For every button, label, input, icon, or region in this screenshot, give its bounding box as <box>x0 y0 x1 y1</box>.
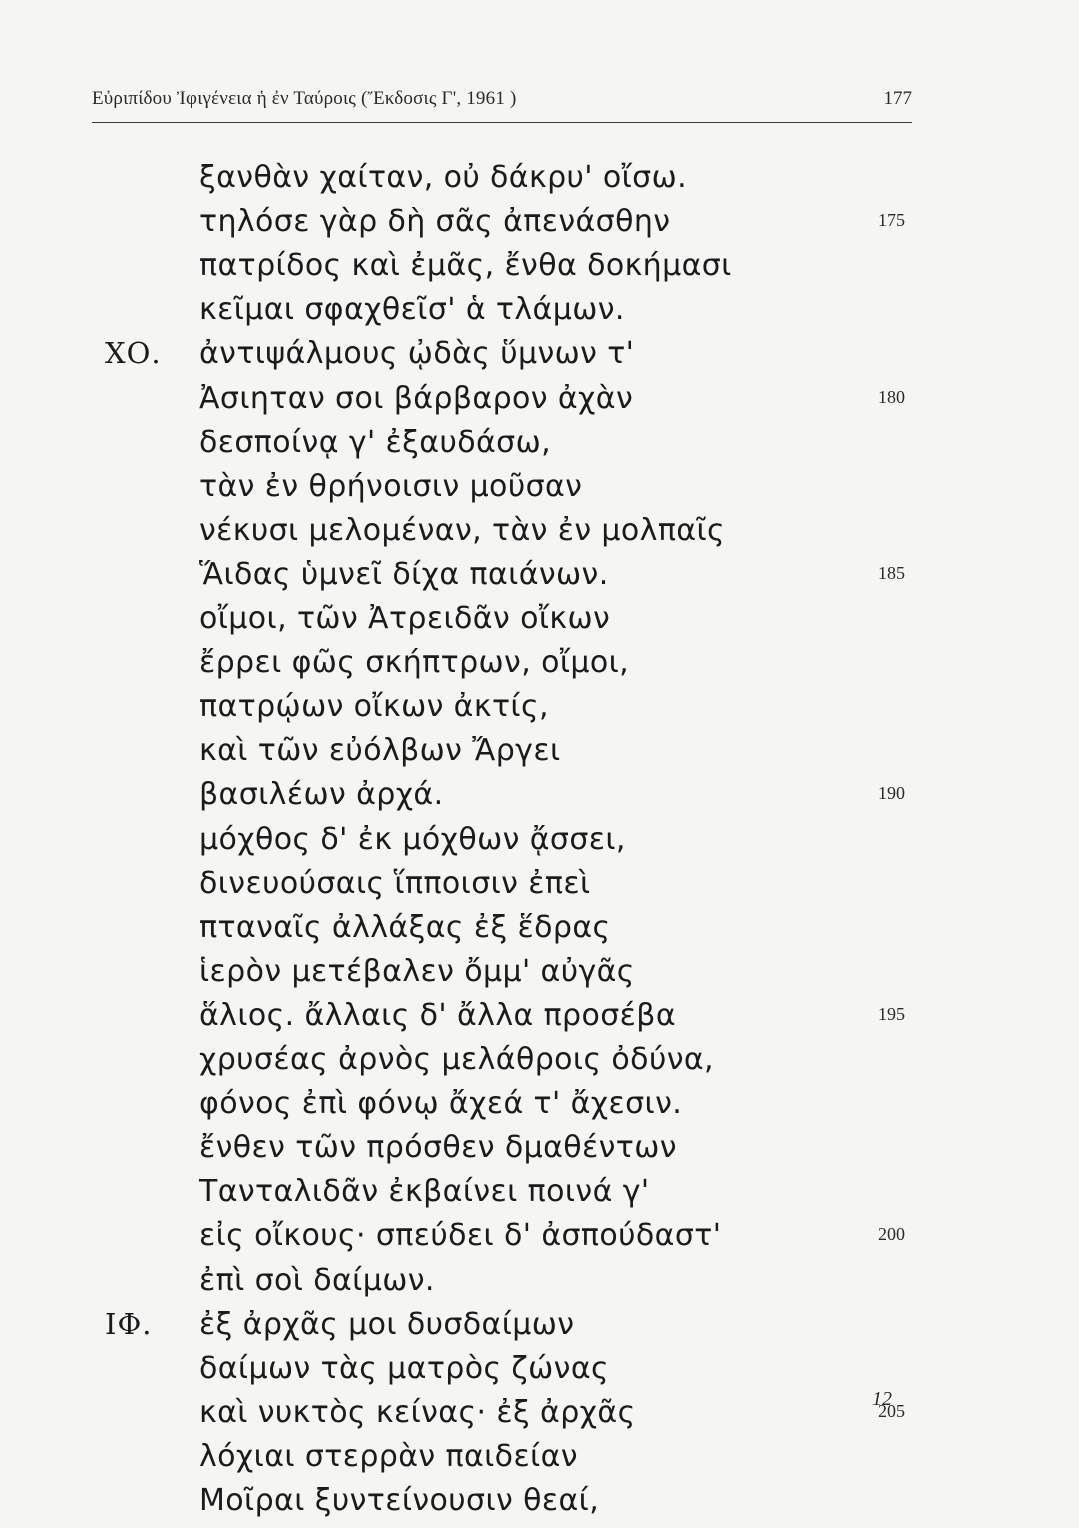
verse-line <box>0 513 1079 558</box>
verse-text: ἔνθεν τῶν πρόσθεν δμαθέντων <box>199 1130 677 1166</box>
verse-line <box>0 1086 1079 1131</box>
line-number: 180 <box>878 386 905 407</box>
verse-text: ἅλιος. ἄλλαις δ' ἄλλα προσέβα <box>199 997 677 1033</box>
verse-line <box>0 557 1079 602</box>
verse-line <box>0 469 1079 514</box>
verse-text: Τανταλιδᾶν ἐκβαίνει ποινά γ' <box>199 1174 650 1210</box>
verse-text: τὰν ἐν θρήνοισιν μοῦσαν <box>199 468 583 504</box>
verse-text: εἰς οἴκους· σπεύδει δ' ἀσπούδαστ' <box>199 1218 722 1254</box>
line-number: 195 <box>878 1003 905 1024</box>
verse-line <box>0 160 1079 205</box>
verse-line <box>0 1263 1079 1308</box>
verse-text: Ἀσιηταν σοι βάρβαρον ἀχὰν <box>199 380 634 416</box>
verse-line <box>0 733 1079 778</box>
verse-line <box>0 822 1079 867</box>
speaker-label: ΧΟ. <box>105 336 162 371</box>
verse-text: φόνος ἐπὶ φόνῳ ἄχεά τ' ἄχεσιν. <box>199 1086 683 1122</box>
line-number: 190 <box>878 783 905 804</box>
verse-text: Ἅιδας ὑμνεῖ δίχα παιάνων. <box>199 556 609 592</box>
header-title: Εὐριπίδου Ἰφιγένεια ἡ ἐν Ταύροις (Ἔκδοσις Γ', 1961 ) <box>92 88 517 109</box>
verse-text: οἴμοι, τῶν Ἀτρειδᾶν οἴκων <box>199 601 611 636</box>
verse-line <box>0 381 1079 426</box>
verse-line <box>0 1130 1079 1175</box>
verse-text: ἀντιψάλμους ᾠδὰς ὕμνων τ' <box>199 336 635 372</box>
verse-line <box>0 866 1079 911</box>
verse-text: βασιλέων ἀρχά. <box>199 777 444 813</box>
verse-line <box>0 954 1079 999</box>
speaker-label: ΙΦ. <box>105 1306 153 1341</box>
verse-line <box>0 1042 1079 1087</box>
verse-line <box>0 910 1079 955</box>
verse-line <box>0 1218 1079 1263</box>
verse-line <box>0 1351 1079 1396</box>
verse-line <box>0 425 1079 470</box>
verse-text: χρυσέας ἀρνὸς μελάθροις ὀδύνα, <box>199 1042 714 1077</box>
verse-text: Μοῖραι ξυντείνουσιν θεαί, <box>199 1483 600 1518</box>
verse-line <box>0 998 1079 1043</box>
verse-line <box>0 689 1079 734</box>
verse-text: νέκυσι μελομέναν, τὰν ἐν μολπαῖς <box>199 512 726 548</box>
verse-line <box>0 336 1079 381</box>
line-number: 200 <box>878 1224 905 1245</box>
verse-text: μόχθος δ' ἐκ μόχθων ᾄσσει, <box>199 821 626 857</box>
verse-line <box>0 248 1079 293</box>
verse-text: τηλόσε γὰρ δὴ σᾶς ἀπενάσθην <box>199 204 671 240</box>
verse-text: λόχιαι στερρὰν παιδείαν <box>199 1438 578 1474</box>
verse-text: καὶ νυκτὸς κείνας· ἐξ ἀρχᾶς <box>199 1394 636 1430</box>
verse-line <box>0 1483 1079 1528</box>
verse-line <box>0 204 1079 249</box>
verse-text: ἐξ ἀρχᾶς μοι δυσδαίμων <box>199 1306 575 1342</box>
verse-text: δινευούσαις ἵπποισιν ἐπεὶ <box>199 865 591 901</box>
verse-text: ἱερὸν μετέβαλεν ὄμμ' αὐγᾶς <box>199 953 635 989</box>
verse-text: δεσποίνᾳ γ' ἐξαυδάσω, <box>199 424 552 460</box>
verse-text: δαίμων τὰς ματρὸς ζώνας <box>199 1350 610 1386</box>
verse-line <box>0 601 1079 646</box>
verse-line <box>0 1439 1079 1484</box>
verse-text: ἐπὶ σοὶ δαίμων. <box>199 1262 435 1298</box>
verse-line <box>0 1395 1079 1440</box>
page-number: 177 <box>883 88 912 109</box>
verse-text: πταναῖς ἀλλάξας ἐξ ἕδρας <box>199 909 611 945</box>
verse-line <box>0 777 1079 822</box>
verse-line <box>0 292 1079 337</box>
verse-line <box>0 1174 1079 1219</box>
verse-text: ἔρρει φῶς σκήπτρων, οἴμοι, <box>199 645 630 681</box>
signature-mark: 12 <box>872 1388 892 1410</box>
line-number: 185 <box>878 562 905 583</box>
verse-line <box>0 645 1079 690</box>
verse-text: πατρῴων οἴκων ἀκτίς, <box>199 689 549 725</box>
line-number: 175 <box>878 210 905 231</box>
verse-line <box>0 1307 1079 1352</box>
verse-text: πατρίδος καὶ ἐμᾶς, ἔνθα δοκήμασι <box>199 248 732 284</box>
verse-text: καὶ τῶν εὐόλβων Ἄργει <box>199 733 561 769</box>
line-number: 205 <box>878 1400 905 1421</box>
verse-text: ξανθὰν χαίταν, οὐ δάκρυ' οἴσω. <box>199 160 688 195</box>
verse-text: κεῖμαι σφαχθεῖσ' ἁ τλάμων. <box>199 292 625 328</box>
